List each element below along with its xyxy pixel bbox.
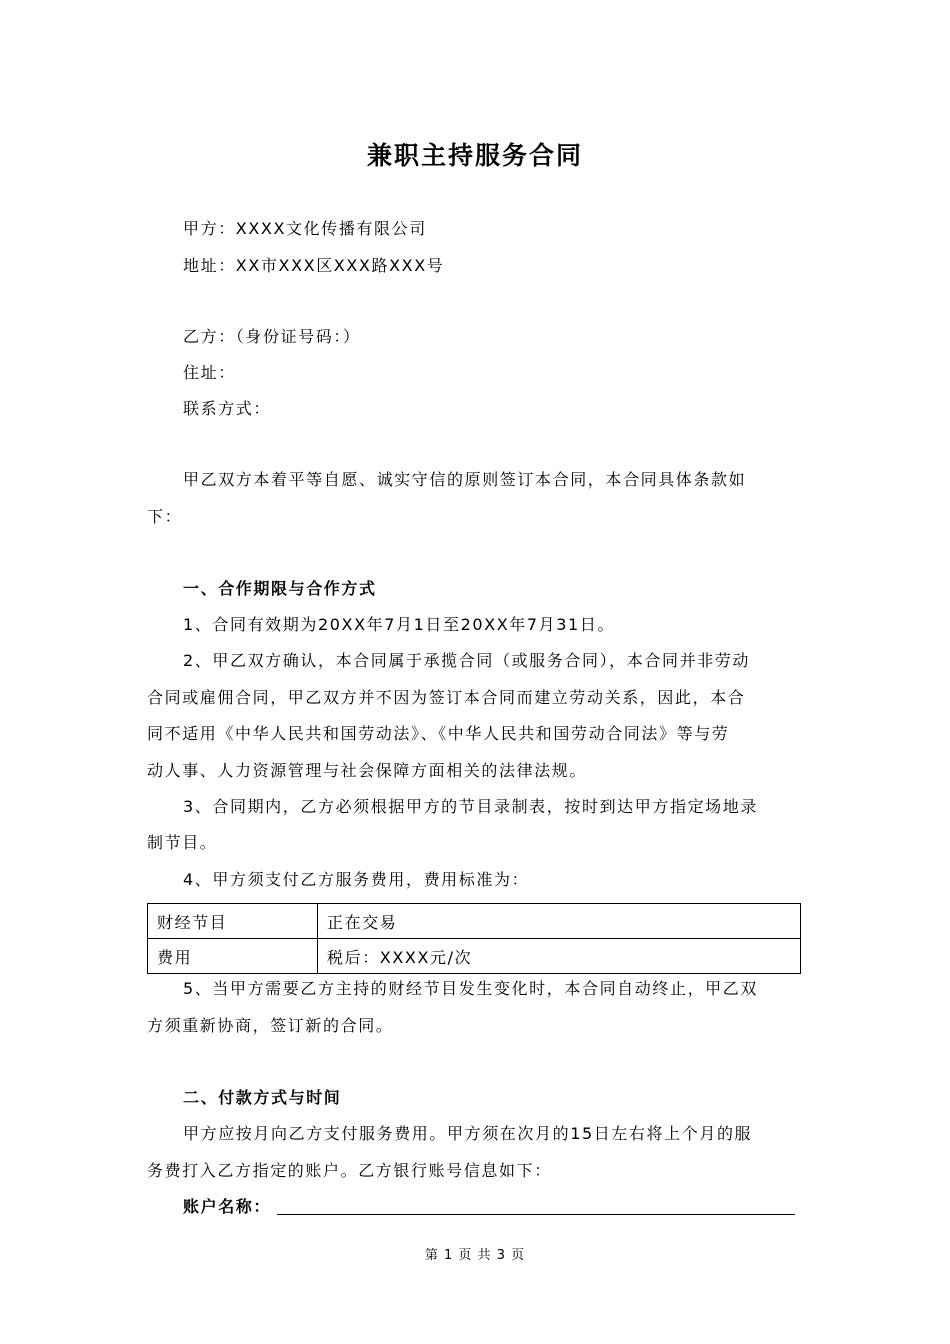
clause-3-line-2: 制节目。 xyxy=(147,833,218,852)
clause-2-line-2: 合同或雇佣合同，甲乙双方并不因为签订本合同而建立劳动关系，因此，本合 xyxy=(147,688,746,707)
intro-line-1: 甲乙双方本着平等自愿、诚实守信的原则签订本合同，本合同具体条款如 xyxy=(183,470,747,489)
party-b-contact: 联系方式： xyxy=(183,399,272,418)
clause-5-line-2: 方须重新协商，签订新的合同。 xyxy=(147,1016,394,1035)
table-cell-value: 正在交易 xyxy=(318,904,801,939)
page-footer: 第 1 页 共 3 页 xyxy=(424,1248,526,1263)
account-name-label: 账户名称： xyxy=(183,1197,272,1216)
payment-line-2: 务费打入乙方指定的账户。乙方银行账号信息如下： xyxy=(147,1161,552,1180)
section-1-heading: 一、合作期限与合作方式 xyxy=(183,579,377,598)
account-name-blank xyxy=(277,1214,795,1215)
clause-4: 4、甲方须支付乙方服务费用，费用标准为： xyxy=(183,870,530,889)
clause-3-line-1: 3、合同期内，乙方必须根据甲方的节目录制表，按时到达甲方指定场地录 xyxy=(183,797,758,816)
table-row xyxy=(148,904,801,939)
party-b-name: 乙方：（身份证号码：） xyxy=(183,327,361,346)
page-title: 兼职主持服务合同 xyxy=(366,141,583,170)
intro-line-2: 下： xyxy=(147,507,183,526)
party-b-address: 住址： xyxy=(183,363,236,382)
section-2-heading: 二、付款方式与时间 xyxy=(183,1088,342,1107)
party-a-address: 地址：XX市XXX区XXX路XXX号 xyxy=(183,256,445,275)
clause-1: 1、合同有效期为20XX年7月1日至20XX年7月31日。 xyxy=(183,615,616,634)
clause-2-line-1: 2、甲乙双方确认，本合同属于承揽合同（或服务合同），本合同并非劳动 xyxy=(183,651,750,670)
table-cell-label: 费用 xyxy=(148,939,318,974)
table-cell-label: 财经节目 xyxy=(148,904,318,939)
table-cell-value: 税后：XXXX元/次 xyxy=(318,939,801,974)
fee-table xyxy=(147,903,801,974)
payment-line-1: 甲方应按月向乙方支付服务费用。甲方须在次月的15日左右将上个月的服 xyxy=(183,1124,753,1143)
clause-2-line-4: 动人事、人力资源管理与社会保障方面相关的法律法规。 xyxy=(147,761,588,780)
table-row xyxy=(148,939,801,974)
clause-5-line-1: 5、当甲方需要乙方主持的财经节目发生变化时，本合同自动终止，甲乙双 xyxy=(183,979,758,998)
party-a-name: 甲方：XXXX文化传播有限公司 xyxy=(183,219,427,238)
clause-2-line-3: 同不适用《中华人民共和国劳动法》、《中华人民共和国劳动合同法》等与劳 xyxy=(147,724,730,743)
